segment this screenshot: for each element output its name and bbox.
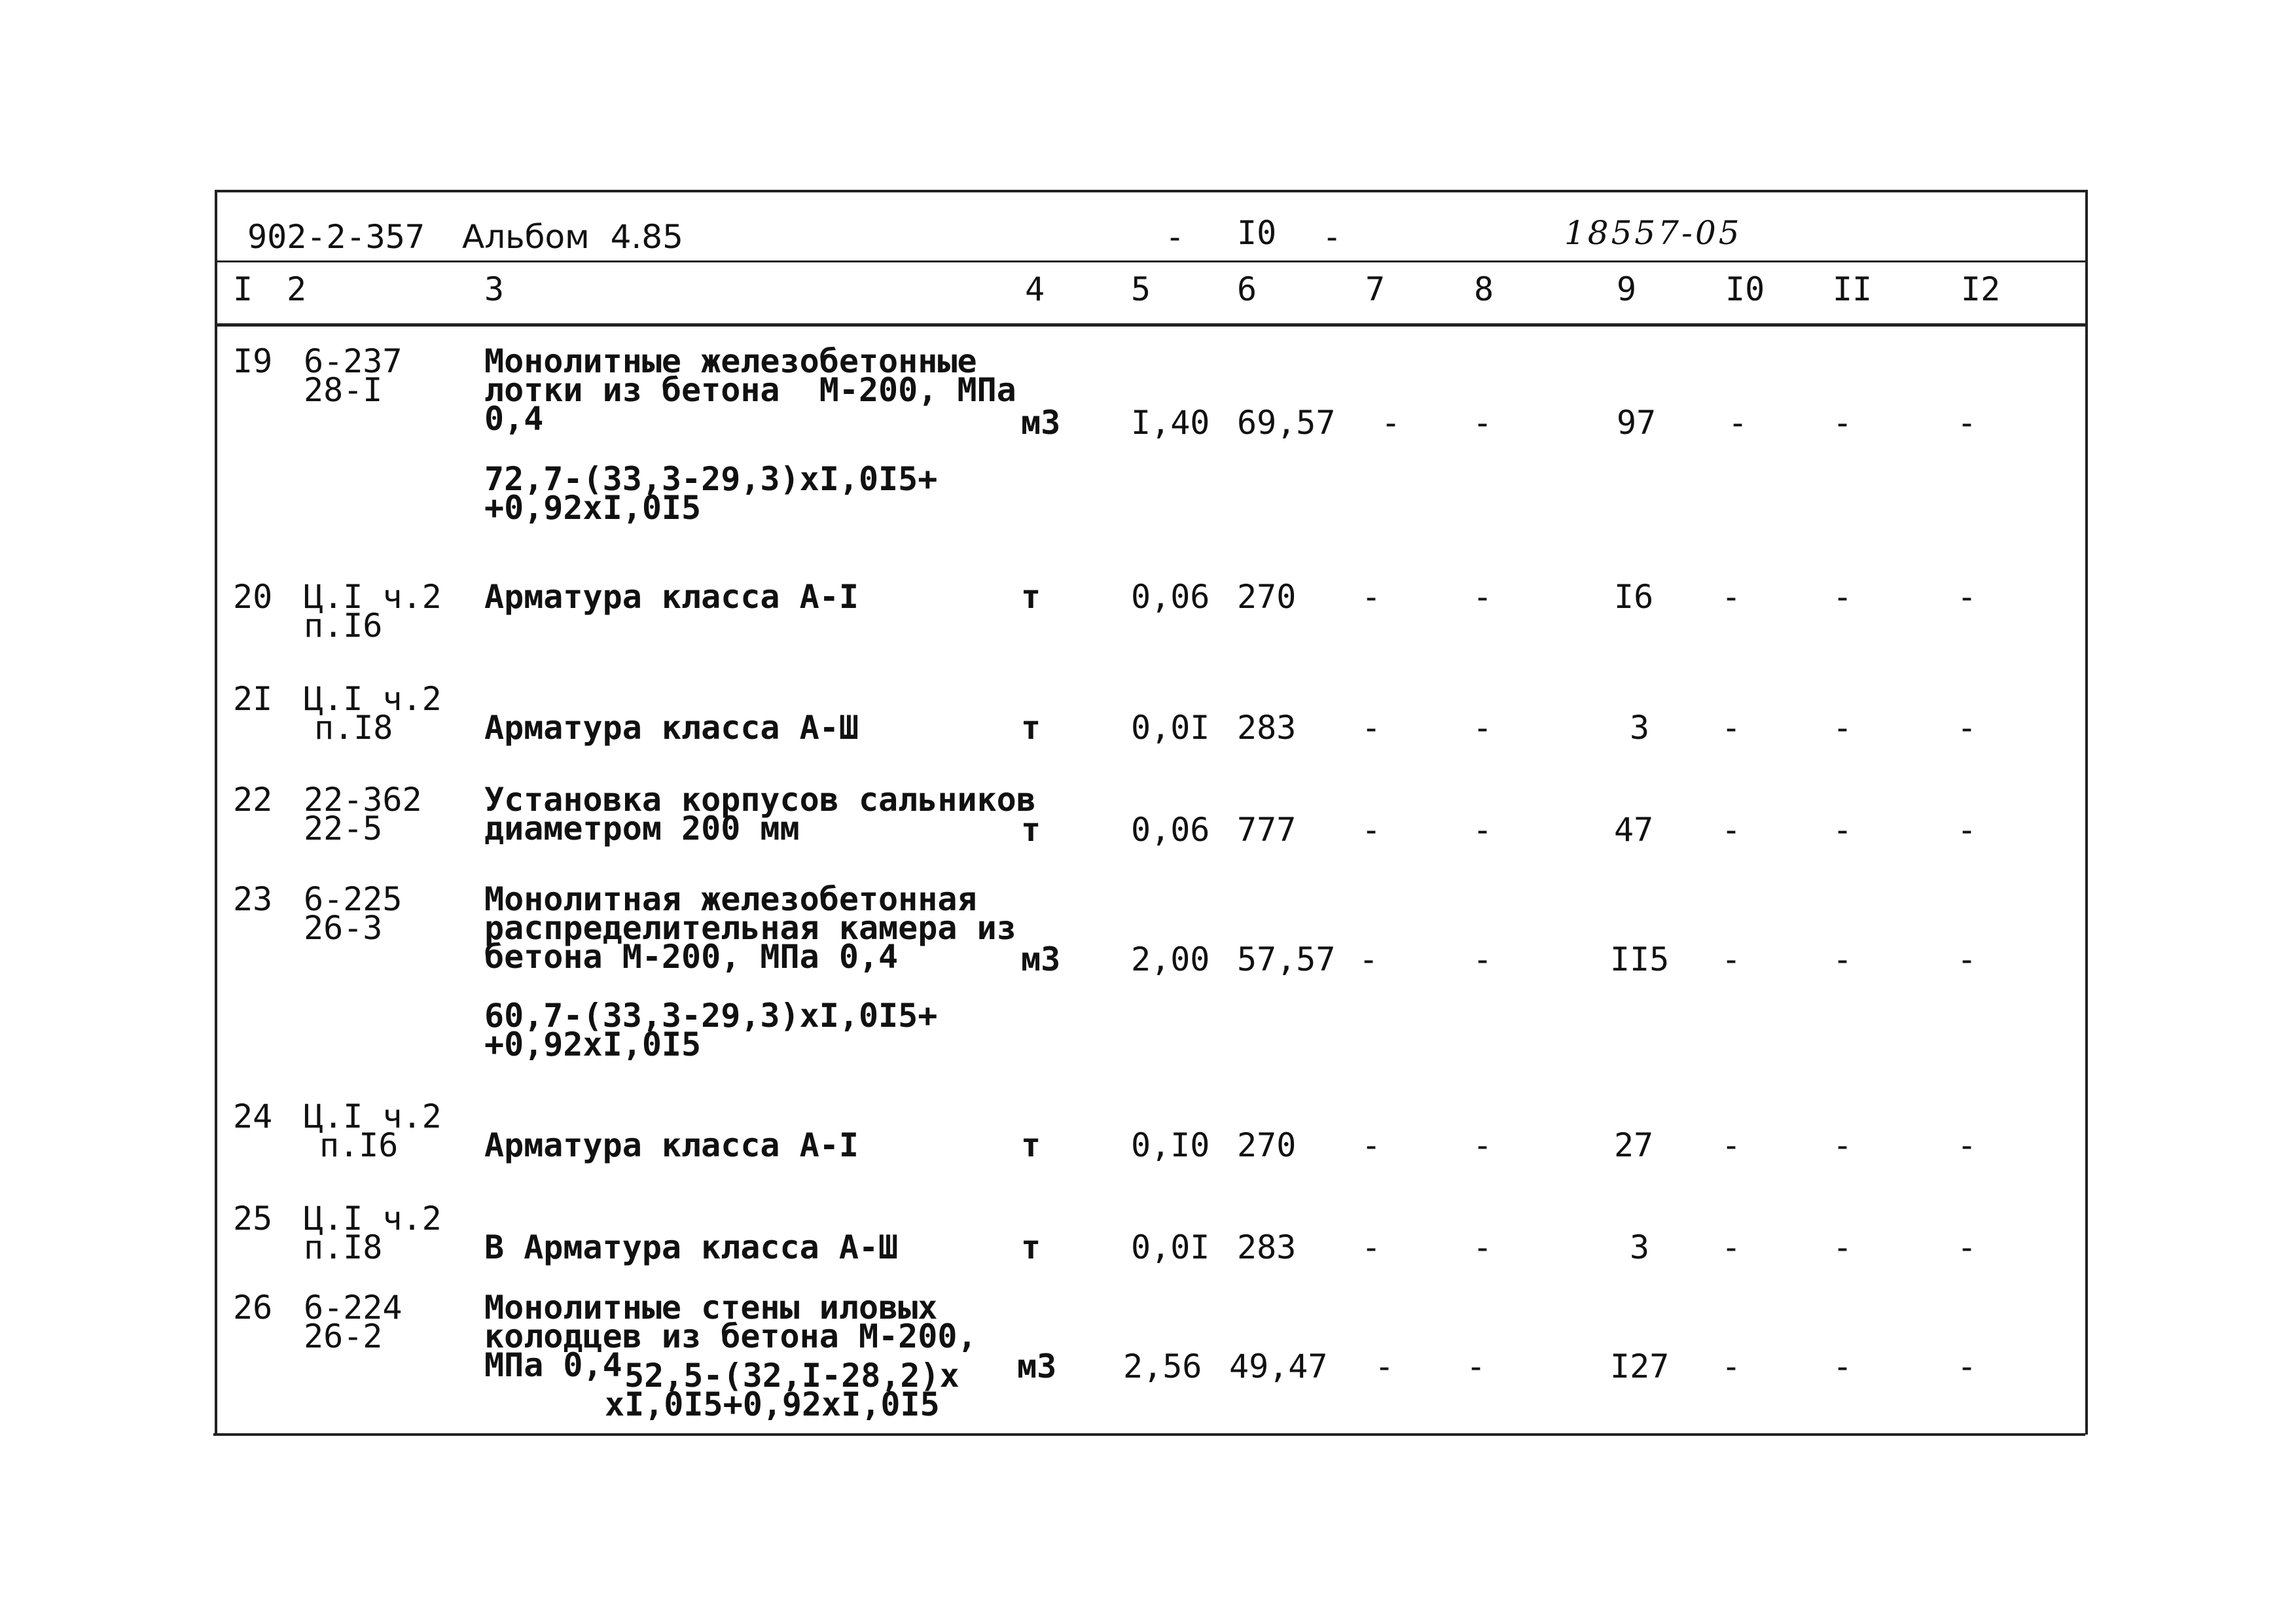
price-formula: 72,7-(33,3-29,3)xI,0I5+ <box>484 460 938 498</box>
album-label: Альбом 4.85 <box>462 218 683 256</box>
work-description: лотки из бетона М-200, МПа <box>484 371 1016 409</box>
work-description: МПа 0,4 <box>484 1346 622 1384</box>
norm-code: 26-2 <box>304 1317 383 1355</box>
col-12-value: - <box>1957 1347 1977 1385</box>
quantity: 2,00 <box>1131 940 1210 978</box>
norm-code: 22-5 <box>304 810 383 847</box>
col-7-value: - <box>1361 1228 1382 1266</box>
price-formula: 60,7-(33,3-29,3)xI,0I5+ <box>484 997 938 1035</box>
total-value: 27 <box>1614 1126 1654 1164</box>
col-8-value: - <box>1473 709 1493 747</box>
col-10-value: - <box>1721 709 1742 747</box>
bottom-border <box>213 1433 2085 1436</box>
row-number: 22 <box>233 781 273 819</box>
work-description: Монолитные стены иловых <box>484 1289 938 1327</box>
row-number: I9 <box>233 342 273 380</box>
col-12-value: - <box>1957 709 1977 747</box>
quantity: 2,56 <box>1123 1347 1202 1385</box>
work-description: распределительная камера из <box>484 909 1016 947</box>
handwritten-document-number: 18557-05 <box>1564 214 1742 252</box>
col-7-value: - <box>1381 404 1401 442</box>
col-10-value: - <box>1721 578 1742 616</box>
left-border <box>215 190 217 1435</box>
work-description: Арматура класса А-I <box>484 1126 859 1164</box>
norm-code: Ц.I ч.2 <box>304 680 442 718</box>
page-dash-left: - <box>1165 218 1185 256</box>
col-7-value: - <box>1361 811 1382 849</box>
total-value: I6 <box>1614 578 1654 616</box>
price-formula: +0,92xI,0I5 <box>484 489 702 527</box>
col-11-value: - <box>1833 1347 1853 1385</box>
col-10-value: - <box>1721 811 1742 849</box>
quantity: 0,06 <box>1131 578 1210 616</box>
col-10-value: - <box>1721 1347 1742 1385</box>
col-11-value: - <box>1833 578 1853 616</box>
quantity: 0,0I <box>1131 1228 1210 1266</box>
unit-price: 283 <box>1237 1228 1297 1266</box>
total-value: II5 <box>1610 940 1670 978</box>
price-formula: 52,5-(32,I-28,2)x <box>624 1357 960 1395</box>
col-8-value: - <box>1473 578 1493 616</box>
page-number: I0 <box>1237 214 1277 252</box>
col-12-value: - <box>1957 940 1977 978</box>
col-11-value: - <box>1833 404 1853 442</box>
column-number: 4 <box>1025 270 1045 308</box>
quantity: 0,0I <box>1131 709 1210 747</box>
row-number: 26 <box>233 1289 273 1327</box>
col-8-value: - <box>1473 811 1493 849</box>
col-11-value: - <box>1833 940 1853 978</box>
unit: м3 <box>1021 404 1061 442</box>
column-number: 2 <box>287 270 307 308</box>
price-formula: xI,0I5+0,92xI,0I5 <box>605 1385 940 1423</box>
work-description: Установка корпусов сальников <box>484 781 1036 819</box>
work-description: Арматура класса А-Ш <box>484 709 859 747</box>
col-8-value: - <box>1473 404 1493 442</box>
row-number: 24 <box>233 1097 273 1135</box>
unit-price: 69,57 <box>1237 404 1336 442</box>
col-7-value: - <box>1361 578 1382 616</box>
col-7-value: - <box>1361 1126 1382 1164</box>
col-11-value: - <box>1833 811 1853 849</box>
column-number: I <box>233 270 253 308</box>
column-number: 3 <box>484 270 505 308</box>
col-12-value: - <box>1957 578 1977 616</box>
norm-code: п.I6 <box>304 607 383 645</box>
total-value: 3 <box>1630 1228 1650 1266</box>
col-8-value: - <box>1473 1126 1493 1164</box>
norm-code: 28-I <box>304 371 383 409</box>
unit: м3 <box>1021 940 1061 978</box>
col-8-value: - <box>1473 1228 1493 1266</box>
work-description: В Арматура класса А-Ш <box>484 1228 899 1266</box>
total-value: I27 <box>1610 1347 1670 1385</box>
quantity: 0,I0 <box>1131 1126 1210 1164</box>
column-number: I2 <box>1961 270 2001 308</box>
column-number: II <box>1833 270 1873 308</box>
column-number: 9 <box>1617 270 1637 308</box>
col-7-value: - <box>1359 940 1379 978</box>
col-8-value: - <box>1473 940 1493 978</box>
norm-code: Ц.I ч.2 <box>304 1200 442 1238</box>
quantity: I,40 <box>1131 404 1210 442</box>
work-description: 0,4 <box>484 400 544 438</box>
col-10-value: - <box>1721 1126 1742 1164</box>
column-number: 8 <box>1474 270 1494 308</box>
column-number: 7 <box>1365 270 1386 308</box>
norm-code: Ц.I ч.2 <box>304 578 442 616</box>
norm-code: 6-224 <box>304 1289 403 1327</box>
right-border <box>2085 190 2088 1435</box>
norm-code: 6-237 <box>304 342 403 380</box>
unit-price: 777 <box>1237 811 1297 849</box>
unit: т <box>1021 709 1041 747</box>
col-12-value: - <box>1957 1228 1977 1266</box>
col-10-value: - <box>1721 1228 1742 1266</box>
col-10-value: - <box>1721 940 1742 978</box>
work-description: Монолитная железобетонная <box>484 880 977 918</box>
total-value: 3 <box>1630 709 1650 747</box>
unit: м3 <box>1017 1347 1057 1385</box>
work-description: бетона М-200, МПа 0,4 <box>484 938 899 976</box>
norm-code: п.I6 <box>319 1126 399 1164</box>
row-number: 25 <box>233 1200 273 1238</box>
column-header-separator <box>216 323 2088 327</box>
work-description: диаметром 200 мм <box>484 810 800 847</box>
quantity: 0,06 <box>1131 811 1210 849</box>
total-value: 97 <box>1617 404 1657 442</box>
total-value: 47 <box>1614 811 1654 849</box>
col-11-value: - <box>1833 1228 1853 1266</box>
column-number: I0 <box>1725 270 1765 308</box>
col-7-value: - <box>1361 709 1382 747</box>
unit: т <box>1021 1228 1041 1266</box>
col-12-value: - <box>1957 1126 1977 1164</box>
page-dash-right: - <box>1322 218 1342 256</box>
col-10-value: - <box>1728 404 1748 442</box>
norm-code: п.I8 <box>304 1228 383 1266</box>
column-number: 5 <box>1131 270 1151 308</box>
document-code: 902-2-357 <box>247 218 425 256</box>
norm-code: 6-225 <box>304 880 403 918</box>
row-number: 23 <box>233 880 273 918</box>
row-number: 20 <box>233 578 273 616</box>
col-11-value: - <box>1833 709 1853 747</box>
col-12-value: - <box>1957 404 1977 442</box>
unit-price: 270 <box>1237 1126 1297 1164</box>
norm-code: 26-3 <box>304 909 383 947</box>
unit: т <box>1021 578 1041 616</box>
row-number: 2I <box>233 680 273 718</box>
unit-price: 49,47 <box>1229 1347 1328 1385</box>
header-separator <box>216 260 2088 262</box>
col-7-value: - <box>1374 1347 1395 1385</box>
col-8-value: - <box>1466 1347 1486 1385</box>
unit: т <box>1021 1126 1041 1164</box>
unit-price: 283 <box>1237 709 1297 747</box>
work-description: Арматура класса А-I <box>484 578 859 616</box>
column-number: 6 <box>1237 270 1257 308</box>
col-11-value: - <box>1833 1126 1853 1164</box>
top-border <box>216 190 2088 192</box>
work-description: колодцев из бетона М-200, <box>484 1317 977 1355</box>
norm-code: Ц.I ч.2 <box>304 1097 442 1135</box>
col-12-value: - <box>1957 811 1977 849</box>
price-formula: +0,92xI,0I5 <box>484 1026 702 1063</box>
work-description: Монолитные железобетонные <box>484 342 977 380</box>
unit-price: 57,57 <box>1237 940 1336 978</box>
unit-price: 270 <box>1237 578 1297 616</box>
norm-code: 22-362 <box>304 781 422 819</box>
unit: т <box>1021 811 1041 849</box>
norm-code: п.I8 <box>314 709 393 747</box>
